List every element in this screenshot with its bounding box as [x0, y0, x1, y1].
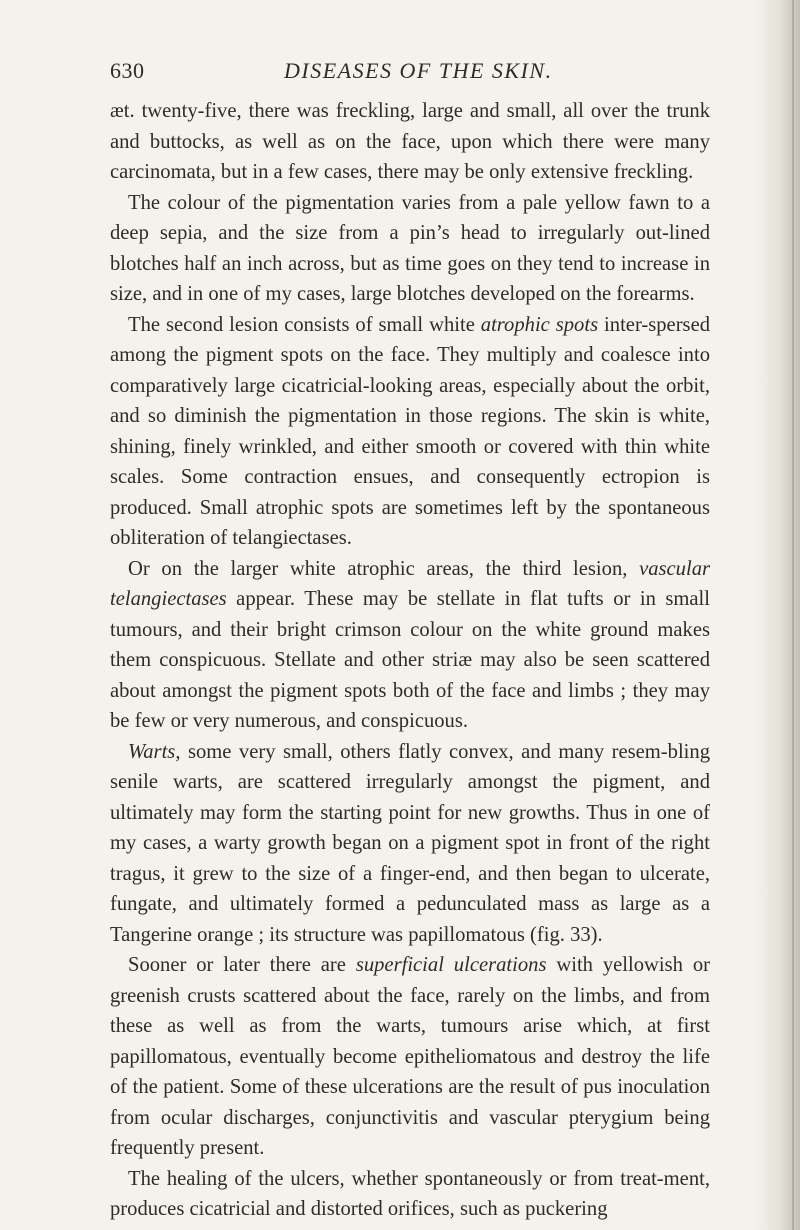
paragraph [110, 554, 710, 737]
italic-term: atrophic spots [480, 313, 599, 336]
paragraph [110, 96, 710, 188]
paragraph-text: Or on the larger white atrophic areas, the third lesion, [128, 557, 640, 580]
page-edge-line [792, 0, 794, 1230]
body-text [110, 96, 710, 1225]
paragraph-text: with yellowish or greenish crusts scattered about the face, rarely on the limbs, and from these as well as from the warts, tumours arise which, at first papillomatous, eventually become epitheliomatous and destroy the life of the patient. Some of these ulcerations are the result of pus inoculation from ocular discharges, conjunctivitis and vascular pterygium being frequently present. [110, 954, 710, 1159]
paragraph-text: inter-spersed among the pigment spots on the face. They multiply and coalesce into comparatively large cicatricial-looking areas, especially about the orbit, and so diminish the pigmentation in those regions. The skin is white, shining, finely wrinkled, and either smooth or covered with thin white scales. Some contraction ensues, and consequently ectropion is produced. Small atrophic spots are sometimes left by the spontaneous obliteration of telangiectases. [110, 313, 711, 549]
paragraph [110, 1164, 710, 1225]
page-number: 630 [110, 58, 145, 83]
paragraph-text: æt. twenty-five, there was freckling, large and small, all over the trunk and buttocks, as well as on the face, upon which there were many carcinomata, but in a few cases, there may be only extensive freckling. [110, 100, 710, 183]
paragraph-text: appear. These may be stellate in flat tufts or in small tumours, and their bright crimson colour on the white ground makes them conspicuous. Stellate and other striæ may also be seen scattered about amongst the pigment spots both of the face and limbs ; they may be few or very numerous, and conspicuous. [110, 588, 710, 732]
italic-term: superficial ulcerations [355, 954, 547, 976]
paragraph-text: , some very small, others flatly convex, and many resem-bling senile warts, are scattered irregularly amongst the pigment, and ultimately may form the starting point for new growths. Thus in one of my cases, a warty growth began on a pigment spot in front of the right tragus, it grew to the size of a finger-end, and then began to ulcerate, fungate, and ultimately formed a pedunculated mass as large as a Tangerine orange ; its structure was papillomatous (fig. 33). [110, 740, 710, 946]
italic-term: Warts [128, 740, 176, 763]
paragraph-text: The healing of the ulcers, whether spontaneously or from treat-ment, produces cicatricial and distorted orifices, such as puckering [110, 1167, 710, 1220]
running-header [110, 50, 710, 90]
paragraph [110, 310, 710, 554]
paragraph [110, 950, 710, 1164]
paragraph [110, 188, 710, 310]
paragraph-text: The colour of the pigmentation varies from a pale yellow fawn to a deep sepia, and the size from a pin’s head to irregularly out-lined blotches half an inch across, but as time goes on they tend to increase in size, and in one of my cases, large blotches developed on the forearms. [110, 191, 710, 305]
paragraph-text: The second lesion consists of small white [128, 313, 481, 336]
running-title: DISEASES OF THE SKIN. [284, 58, 553, 83]
italic-term: vascular telangiectases [110, 557, 710, 610]
paragraph-text: Sooner or later there are [128, 954, 356, 976]
paragraph [110, 737, 710, 951]
